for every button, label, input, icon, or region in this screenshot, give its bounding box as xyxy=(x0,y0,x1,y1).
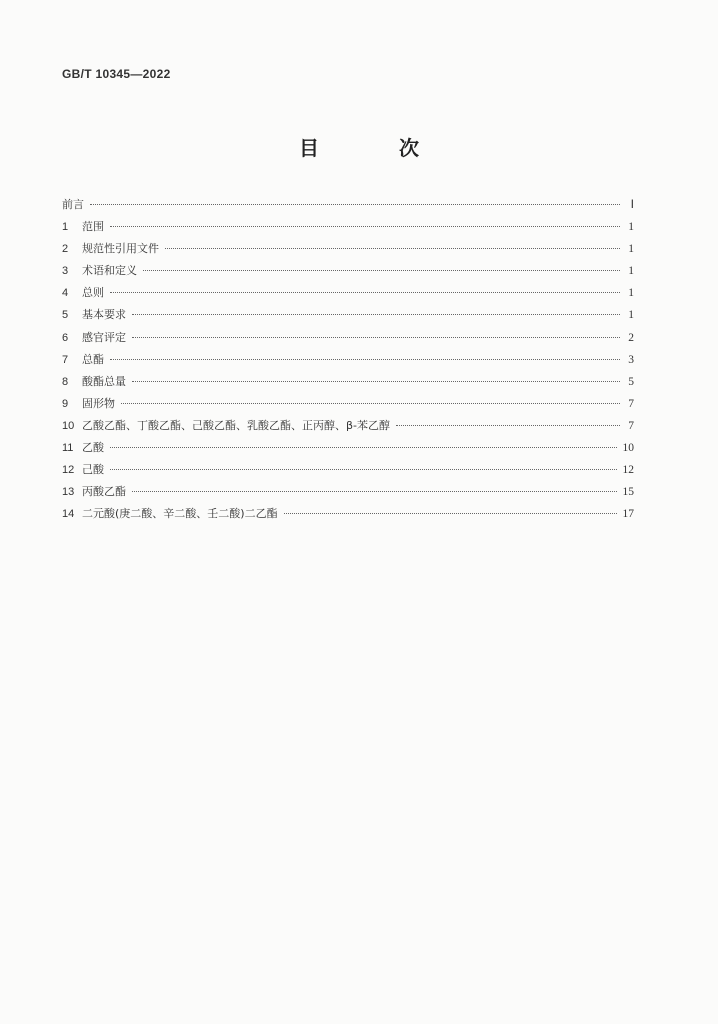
leader-dots xyxy=(110,359,620,360)
leader-dots xyxy=(165,248,620,249)
toc-entry[interactable] xyxy=(62,415,634,437)
toc-entry-label: 固形物 xyxy=(82,396,115,410)
standard-code: GB/T 10345—2022 xyxy=(62,67,171,81)
leader-dots xyxy=(143,270,620,271)
toc-entry[interactable] xyxy=(62,216,634,238)
toc-entry[interactable] xyxy=(62,194,634,216)
toc-entry-page-number: 7 xyxy=(628,397,634,410)
leader-dots xyxy=(132,381,620,382)
toc-entry-label: 总酯 xyxy=(82,352,104,366)
leader-dots xyxy=(90,204,620,205)
leader-dots xyxy=(121,403,620,404)
toc-entry-page-number: 12 xyxy=(622,464,634,477)
toc-entry-label: 前言 xyxy=(62,198,84,211)
toc-entry-label: 范围 xyxy=(82,220,104,234)
leader-dots xyxy=(132,314,620,315)
toc-entry-page-number: 1 xyxy=(628,243,634,256)
toc-entry-number: 8 xyxy=(62,375,69,388)
toc-entry[interactable] xyxy=(62,349,634,371)
toc-entry-number: 6 xyxy=(62,331,69,344)
toc-entry[interactable] xyxy=(62,437,634,459)
toc-entry-page-number: 3 xyxy=(628,353,634,366)
toc-entry-page-number: 1 xyxy=(628,221,634,234)
toc-entry-label: 总则 xyxy=(82,286,104,300)
leader-dots xyxy=(110,447,617,448)
toc-entry-page-number: 10 xyxy=(622,442,634,455)
leader-dots xyxy=(396,425,620,426)
toc-entry-page-number: 17 xyxy=(622,508,634,521)
toc-entry-number: 13 xyxy=(62,486,75,499)
toc-entry-page-number: Ⅰ xyxy=(630,199,634,211)
toc-entry[interactable] xyxy=(62,282,634,304)
toc-entry[interactable] xyxy=(62,327,634,349)
page-title: 目 次 xyxy=(299,136,449,160)
toc-entry[interactable] xyxy=(62,393,634,415)
toc-entry-label: 己酸 xyxy=(82,463,104,477)
toc-entry-number: 12 xyxy=(62,464,75,477)
leader-dots xyxy=(132,337,620,338)
toc-entry-number: 3 xyxy=(62,265,69,278)
toc-entry-number: 9 xyxy=(62,397,69,410)
toc-entry[interactable] xyxy=(62,371,634,393)
toc-entry-label: 基本要求 xyxy=(82,308,126,322)
leader-dots xyxy=(284,513,617,514)
toc-entry-label: 酸酯总量 xyxy=(82,374,126,388)
toc-entry-number: 4 xyxy=(62,287,69,300)
leader-dots xyxy=(110,226,620,227)
toc-entry-page-number: 1 xyxy=(628,287,634,300)
toc-entry-page-number: 7 xyxy=(628,419,634,432)
toc-entry-number: 1 xyxy=(62,221,69,234)
toc-entry[interactable] xyxy=(62,304,634,326)
toc-entry[interactable] xyxy=(62,459,634,481)
toc-entry-label: 乙酸乙酯、丁酸乙酯、己酸乙酯、乳酸乙酯、正丙醇、β-苯乙醇 xyxy=(82,418,390,432)
toc-entry-number: 2 xyxy=(62,243,69,256)
toc-entry-label: 丙酸乙酯 xyxy=(82,485,126,499)
toc-entry-page-number: 5 xyxy=(628,375,634,388)
toc-entry-label: 规范性引用文件 xyxy=(82,242,159,256)
toc-entry-number: 10 xyxy=(62,419,75,432)
toc-entry-number: 14 xyxy=(62,508,75,521)
toc-entry-number: 7 xyxy=(62,353,69,366)
toc-entry-page-number: 15 xyxy=(622,486,634,499)
toc-entry-label: 二元酸(庚二酸、辛二酸、壬二酸)二乙酯 xyxy=(82,507,278,521)
toc-entry[interactable] xyxy=(62,260,634,282)
leader-dots xyxy=(110,292,620,293)
toc-entry-page-number: 1 xyxy=(628,265,634,278)
leader-dots xyxy=(110,469,617,470)
toc-entry-number: 11 xyxy=(62,442,74,455)
toc-entry-label: 感官评定 xyxy=(82,330,126,344)
toc-entry[interactable] xyxy=(62,481,634,503)
table-of-contents xyxy=(62,194,634,525)
toc-entry-label: 乙酸 xyxy=(82,441,104,455)
toc-entry-page-number: 2 xyxy=(628,331,634,344)
leader-dots xyxy=(132,491,617,492)
toc-entry[interactable] xyxy=(62,238,634,260)
toc-entry-label: 术语和定义 xyxy=(82,264,137,278)
toc-entry[interactable] xyxy=(62,503,634,525)
toc-entry-page-number: 1 xyxy=(628,309,634,322)
toc-entry-number: 5 xyxy=(62,309,69,322)
